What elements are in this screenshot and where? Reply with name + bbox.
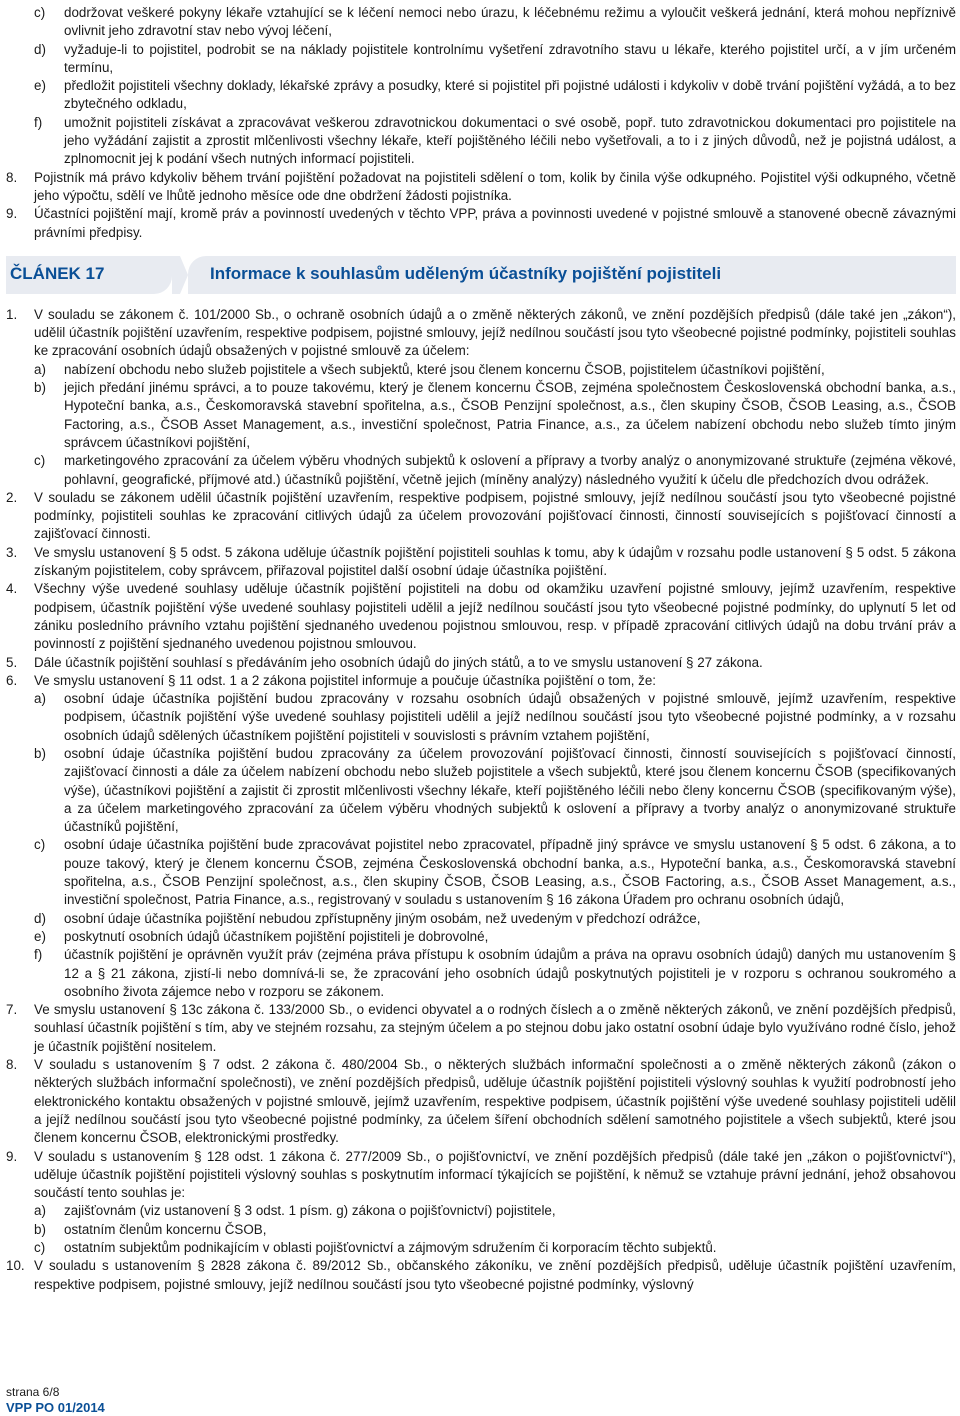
section-paragraph-text: V souladu s ustanovením § 2828 zákona č. 89/2012 Sb., občanského zákoníku, ve znění pozdějších předpisů, uděluje účastník pojištění uzavřením, respektive podpisem, pojistné smlouvy, jejíž nedílnou součástí jsou tyto všeobecné pojistné podmínky, výslovný bbox=[34, 1258, 956, 1292]
section-paragraph-label: 6. bbox=[6, 672, 18, 688]
numbered-paragraph-label: 8. bbox=[6, 169, 18, 185]
section-paragraph-text: Dále účastník pojištění souhlasí s předáváním jeho osobních údajů do jiných států, a to ve smyslu ustanovení § 27 zákona. bbox=[34, 654, 763, 670]
section-paragraph bbox=[6, 306, 956, 361]
article-number-box bbox=[6, 256, 172, 294]
section-sub-item-label: a) bbox=[34, 1203, 46, 1219]
clause-item-text: vyžaduje-li to pojistitel, podrobit se na náklady pojistitele kontrolnímu vyšetření zdravotního stavu u lékaře, kterého pojistitel určí, a v jím určeném termínu, bbox=[64, 41, 956, 75]
clause-item-label: e) bbox=[34, 78, 46, 94]
section-sub-item-text: osobní údaje účastníka pojištění nebudou zpřístupněny jiným osobám, než uvedeným v předchozí odrážce, bbox=[64, 910, 701, 926]
section-paragraph bbox=[6, 1001, 956, 1056]
section-sub-item bbox=[6, 452, 956, 489]
section-sub-item-text: osobní údaje účastníka pojištění budou zpracovány za účelem provozování pojišťovací činnosti, činností souvisejících s pojišťovací činností, zajišťovací činnosti a dále za účelem nabízení obchodu nebo služeb pojistitele a všech subjektů, které jsou členem koncernu ČSOB (specifikovaných výše), účastníkovi pojištění a zajistit či zprostit mlčenlivosti všechny lékaře, kteří pojištěného léčili nebo členy koncernu ČSOB (specifikovaným výše), a za účelem marketingového zpracování za účelem výběru vhodných subjektů k oslovení a přípravy a tvorby analýz o anonymizované struktuře účastníků pojištění, bbox=[64, 745, 956, 835]
section-paragraph-label: 9. bbox=[6, 1148, 18, 1164]
section-sub-item bbox=[6, 836, 956, 909]
section-paragraph-text: V souladu se zákonem udělil účastník pojištění uzavřením, respektive podpisem, pojistné smlouvy, jejíž nedílnou součástí jsou tyto všeobecné pojistné podmínky, pojistiteli souhlas ke zpracování citlivých údajů za účelem provozování pojišťovací činnosti, činností souvisejících s pojišťovací činností a zajišťovací činnosti. bbox=[34, 489, 956, 542]
section-paragraph-text: Všechny výše uvedené souhlasy uděluje účastník pojištění pojistiteli na dobu od okamžiku uzavření pojistné smlouvy, jejímž uzavřením, respektive podpisem, účastník pojištění výše uvedené souhlasy pojistiteli udělil a jejíž nedílnou součástí jsou tyto všeobecné pojistné podmínky, do uplynutí 5 let od zániku posledního právního vztahu pojištění sjednaného uvedenou pojistnou smlouvou, resp. v případě zpracování citlivých údajů na dobu trvání práv a povinností z pojištění sjednaného uvedenou pojistnou smlouvou. bbox=[34, 581, 956, 652]
clause-item-label: f) bbox=[34, 114, 43, 130]
section-sub-item bbox=[6, 1202, 956, 1220]
clause-item bbox=[6, 41, 956, 78]
section-paragraph bbox=[6, 580, 956, 653]
section-sub-item-label: b) bbox=[34, 1221, 46, 1237]
section-sub-item-text: ostatním členům koncernu ČSOB, bbox=[64, 1221, 267, 1237]
clause-item-text: předložit pojistiteli všechny doklady, lékařské zprávy a posudky, které si pojistitel při pojistné události i kdykoliv v době trvání pojištění vyžádá, a to bez zbytečného odkladu, bbox=[64, 78, 956, 112]
section-paragraph-label: 2. bbox=[6, 489, 18, 505]
section-sub-item-text: poskytnutí osobních údajů účastníkem pojištění pojistiteli je dobrovolné, bbox=[64, 928, 489, 944]
section-sub-item-label: a) bbox=[34, 691, 46, 707]
section-sub-item-text: zajišťovnám (viz ustanovení § 3 odst. 1 písm. g) zákona o pojišťovnictví) pojistitele, bbox=[64, 1203, 556, 1219]
section-paragraph bbox=[6, 654, 956, 672]
section-paragraph-text: Ve smyslu ustanovení § 11 odst. 1 a 2 zákona pojistitel informuje a poučuje účastníka pojištění o tom, že: bbox=[34, 672, 657, 688]
clause-item bbox=[6, 4, 956, 41]
article-title-box bbox=[188, 256, 956, 294]
section-sub-item bbox=[6, 928, 956, 946]
section-sub-item bbox=[6, 745, 956, 836]
section-paragraph-label: 1. bbox=[6, 306, 18, 322]
section-paragraph bbox=[6, 489, 956, 544]
section-paragraph-text: V souladu s ustanovením § 128 odst. 1 zákona č. 277/2009 Sb., o pojišťovnictví, ve znění pozdějších předpisů (dále také jen „zákon o pojišťovnictví“), uděluje účastník pojištění pojistiteli výslovný souhlas s poskytnutím informací týkajících se pojištění, k němuž se vztahuje právní jednání, jehož obsahovou součástí tento souhlas je: bbox=[34, 1148, 956, 1201]
article-number: ČLÁNEK 17 bbox=[10, 263, 105, 283]
section-sub-item-label: a) bbox=[34, 361, 46, 377]
section-paragraph bbox=[6, 1148, 956, 1203]
section-sub-item bbox=[6, 1239, 956, 1257]
article-title: Informace k souhlasům uděleným účastníky pojištění pojistiteli bbox=[210, 263, 722, 283]
section-sub-item-label: c) bbox=[34, 837, 46, 853]
numbered-paragraph-label: 9. bbox=[6, 206, 18, 222]
section-sub-item-label: f) bbox=[34, 947, 43, 963]
footer bbox=[6, 1384, 105, 1416]
section-sub-item bbox=[6, 379, 956, 452]
section-paragraph bbox=[6, 544, 956, 581]
section-paragraph-label: 7. bbox=[6, 1002, 18, 1018]
section-sub-item-label: b) bbox=[34, 380, 46, 396]
section-sub-item bbox=[6, 946, 956, 1001]
clause-item-label: c) bbox=[34, 5, 46, 20]
section-paragraph-label: 4. bbox=[6, 581, 18, 597]
section-sub-item-text: osobní údaje účastníka pojištění budou zpracovány v rozsahu osobních údajů obsažených v pojistné smlouvě, jejímž uzavřením, respektive podpisem, účastník pojištění výše uvedené souhlasy pojistiteli udělil a jejíž nedílnou součástí jsou tyto všeobecné pojistné podmínky, a v rozsahu osobních údajů sdělených účastníkem pojištění pojistiteli v souvislosti s právním vztahem pojištění, bbox=[64, 691, 956, 743]
document-content bbox=[6, 4, 956, 1294]
section-paragraph bbox=[6, 1056, 956, 1147]
section-sub-item-text: jejich předání jinému správci, a to pouze takovému, který je členem koncernu ČSOB, zejména společnostem Československá obchodní banka, a.s., Hypoteční banka, a.s., Českomoravská stavební spořitelna, a.s., ČSOB Penzijní společnost, a.s., člen skupiny ČSOB, ČSOB Leasing, a.s., ČSOB Factoring, a.s., ČSOB Asset Management, a.s., investiční společnost, Patria Finance, a.s., za účelem nabízení obchodu nebo služeb tímto jiným správcem účastníkovi pojištění, bbox=[64, 380, 956, 450]
section-sub-item bbox=[6, 910, 956, 928]
section-paragraph-text: Ve smyslu ustanovení § 5 odst. 5 zákona uděluje účastník pojištění pojistiteli souhlas k tomu, aby k údajům v rozsahu podle ustanovení § 5 odst. 5 zákona získaným pojistitelem, coby správcem, přiřazoval pojistitel další osobní údaje účastníka pojištění. bbox=[34, 544, 956, 579]
section-paragraph-label: 5. bbox=[6, 654, 18, 670]
section-paragraph-text: V souladu se zákonem č. 101/2000 Sb., o ochraně osobních údajů a o změně některých zákonů, ve znění pozdějších předpisů (dále také jen „zákon“), udělil účastník pojištění uzavřením, respektive podpisem, pojistné smlouvy, jejíž nedílnou součástí jsou tyto všeobecné pojistné podmínky, pojistiteli souhlas ke zpracování osobních údajů obsažených v pojistné smlouvě za účelem: bbox=[34, 306, 956, 359]
section-sub-item-text: marketingového zpracování za účelem výběru vhodných subjektů k oslovení a přípravy a tvorby analýz o anonymizované struktuře (zejména věkové, pohlavní, geografické, příjmové atd.) účastníků pojištění, včetně jejich (míněny analýzy) následného využití k účelu dle předchozích dvou odrážek. bbox=[64, 453, 956, 487]
section-paragraph bbox=[6, 1257, 956, 1294]
section-paragraph bbox=[6, 672, 956, 690]
section-sub-item bbox=[6, 690, 956, 745]
numbered-paragraph-text: Pojistník má právo kdykoliv během trvání pojištění požadovat na pojistiteli sdělení o tom, kolik by činila výše odkupného. Pojistitel výši odkupného, včetně jeho výpočtu, sdělí ve lhůtě jednoho měsíce ode dne obdržení žádosti pojistníka. bbox=[34, 169, 956, 203]
section-sub-item bbox=[6, 361, 956, 379]
section-sub-item-label: c) bbox=[34, 453, 46, 469]
section-sub-item-label: e) bbox=[34, 928, 46, 944]
clause-item-text: dodržovat veškeré pokyny lékaře vztahující se k léčení nemoci nebo úrazu, k léčebnému režimu a vyloučit veškerá jednání, která mohou nepříznivě ovlivnit jeho zdravotní stav nebo vývoj léčení, bbox=[64, 5, 956, 39]
section-sub-item-label: b) bbox=[34, 745, 46, 761]
section-sub-item bbox=[6, 1221, 956, 1239]
section-paragraph-text: V souladu s ustanovením § 7 odst. 2 zákona č. 480/2004 Sb., o některých službách informační společnosti a o změně některých zákonů (zákon o některých službách informační společnosti), ve znění pozdějších předpisů, uděluje účastník pojištění pojistiteli výslovný souhlas k využití podrobností jeho elektronického kontaktu obsažených v pojistné smlouvě, jejímž uzavřením, respektive podpisem, účastník pojištění výše uvedené souhlasy pojistiteli udělil a jejíž nedílnou součástí jsou tyto všeobecné pojistné podmínky, za účelem šíření obchodních sdělení samotného pojistitele a všech subjektů, které jsou členem koncernu ČSOB, elektronickými prostředky. bbox=[34, 1057, 956, 1146]
section-paragraph-text: Ve smyslu ustanovení § 13c zákona č. 133/2000 Sb., o evidenci obyvatel a o rodných číslech a o změně některých zákonů, ve znění pozdějších předpisů, souhlasí účastník pojištění s tím, aby ve stejném rozsahu, za stejným účelem a po stejnou dobu jako ostatní osobní údaje bylo využíváno rodné číslo, jehož je účastník pojištění nositelem. bbox=[34, 1002, 956, 1054]
article-header bbox=[6, 256, 956, 294]
header-divider-icon bbox=[172, 256, 188, 294]
page-number: strana 6/8 bbox=[6, 1385, 60, 1399]
document-code: VPP PO 01/2014 bbox=[6, 1400, 105, 1415]
section-paragraph-label: 8. bbox=[6, 1057, 18, 1073]
section-paragraph-label: 10. bbox=[6, 1258, 25, 1274]
clause-item-text: umožnit pojistiteli získávat a zpracovávat veškerou zdravotnickou dokumentaci o své osobě, popř. tuto zdravotnickou dokumentaci pro pojistitele na jeho vyžádání zajistit a zprostit mlčenlivosti všechny lékaře, kteří pojištěného léčili nebo vyšetřovali, a to i z jiných důvodů, než je pojistná událost, a zplnomocnit jej k podání všech nutných informací pojistiteli. bbox=[64, 114, 956, 167]
section-sub-item-label: c) bbox=[34, 1240, 46, 1255]
section-sub-item-text: účastník pojištění je oprávněn využít práv (zejména práva přístupu k osobním údajům a práva na opravu osobních údajů) daných mu ustanovením § 12 a § 21 zákona, zjistí-li nebo domnívá-li se, že zpracování jeho osobních údajů poskytnutých pojistiteli je v rozporu s ochranou soukromého a osobního života zájemce nebo v rozporu se zákonem. bbox=[64, 947, 956, 999]
numbered-paragraph bbox=[6, 169, 956, 206]
section-paragraph-label: 3. bbox=[6, 544, 18, 560]
section-sub-item-text: osobní údaje účastníka pojištění bude zpracovávat pojistitel nebo zpracovatel, případně jiný správce ve smyslu ustanovení § 5 odst. 6 zákona, a to pouze takový, který je členem koncernu ČSOB, zejména Československá obchodní banka, a.s., Hypoteční banka, a.s., Českomoravská stavební spořitelna, a.s., ČSOB Penzijní společnost, a.s., člen skupiny ČSOB, ČSOB Leasing, a.s., ČSOB Factoring, a.s., ČSOB Asset Management, a.s., investiční společnost, Patria Finance, a.s., registrovaný v souladu s ustanovením § 16 zákona Úřadem pro ochranu osobních údajů, bbox=[64, 837, 956, 908]
clause-item bbox=[6, 77, 956, 114]
section-sub-item-text: nabízení obchodu nebo služeb pojistitele a všech subjektů, které jsou členem koncernu ČSOB, pojistitelem účastníkovi pojištění, bbox=[64, 361, 825, 377]
section-sub-item-text: ostatním subjektům podnikajícím v oblasti pojišťovnictví a zájmovým sdružením či korporacím těchto subjektů. bbox=[64, 1240, 717, 1255]
section-sub-item-label: d) bbox=[34, 910, 46, 926]
clause-item-label: d) bbox=[34, 41, 46, 57]
clause-item bbox=[6, 114, 956, 169]
numbered-paragraph bbox=[6, 205, 956, 242]
numbered-paragraph-text: Účastníci pojištění mají, kromě práv a povinností uvedených v těchto VPP, práva a povinnosti uvedené v pojistné smlouvě a stanovené obecně závaznými právními předpisy. bbox=[34, 206, 956, 240]
